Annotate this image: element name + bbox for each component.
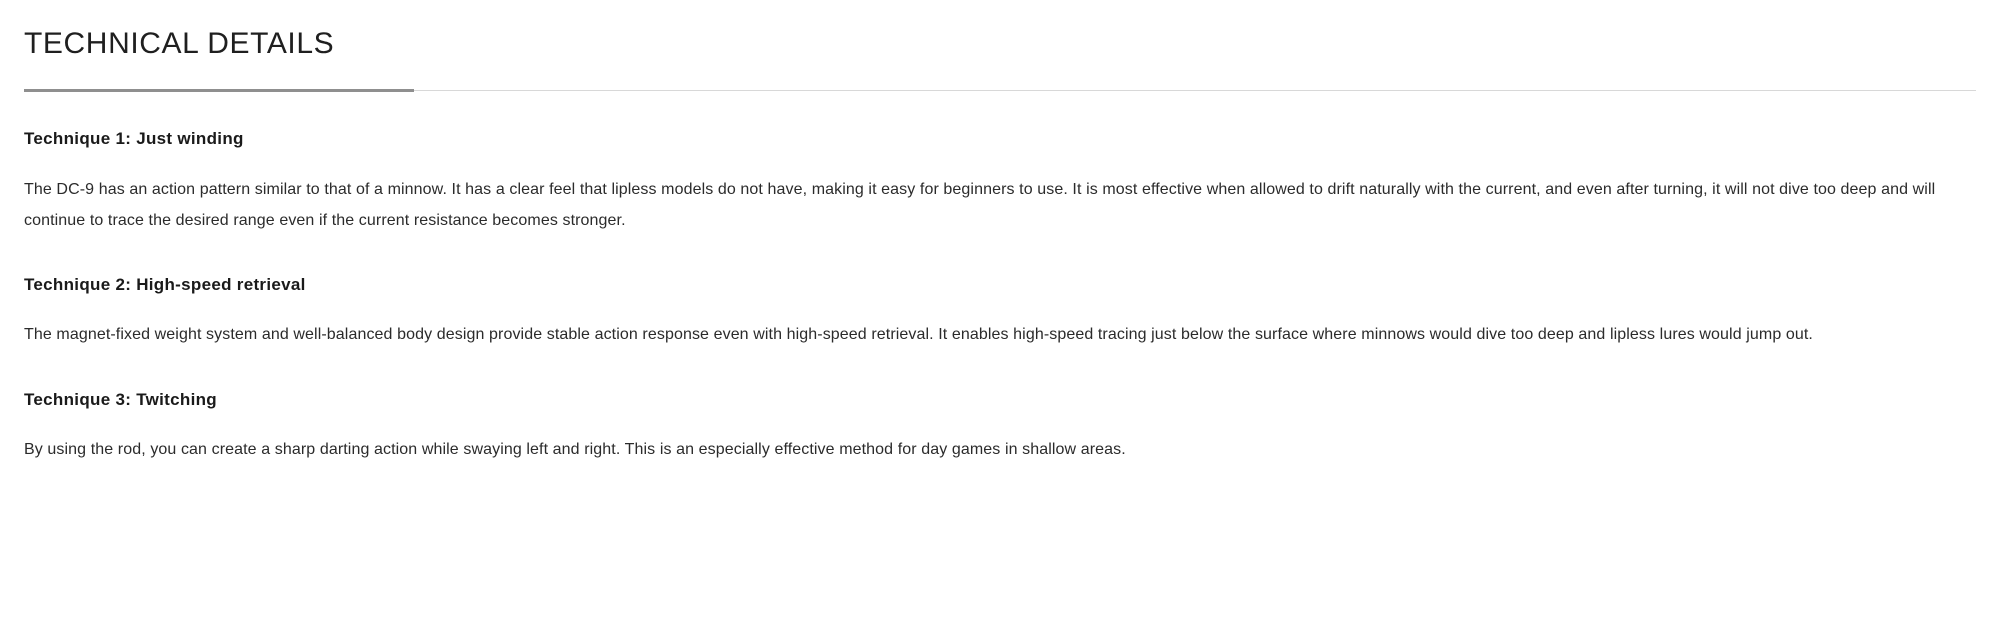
technique-body: By using the rod, you can create a sharp darting action while swaying left and right. This is an especially effective method for day games in shallow areas. (24, 441, 1126, 459)
divider-accent (24, 89, 414, 92)
technique-heading: Technique 1: Just winding (24, 129, 244, 148)
technique-body: The DC-9 has an action pattern similar to that of a minnow. It has a clear feel that lipless models do not have, making it easy for beginners to use. It is most effective when allowed to drift naturally with the current, and even after turning, it will not dive too deep and will continue to trace the desired range even if the current resistance becomes stronger. (24, 180, 1936, 229)
technique-item (24, 126, 1976, 236)
title-divider (24, 89, 1976, 92)
page-title: TECHNICAL DETAILS (24, 27, 335, 60)
techniques-list (24, 92, 1976, 465)
technique-heading: Technique 3: Twitching (24, 389, 217, 409)
technique-heading: Technique 2: High-speed retrieval (24, 274, 306, 294)
technique-item (24, 387, 1976, 466)
technique-body: The magnet-fixed weight system and well-balanced body design provide stable action response even with high-speed retrieval. It enables high-speed tracing just below the surface where minnows would dive too deep and lipless lures would jump out. (24, 326, 1813, 344)
technique-item (24, 272, 1976, 351)
